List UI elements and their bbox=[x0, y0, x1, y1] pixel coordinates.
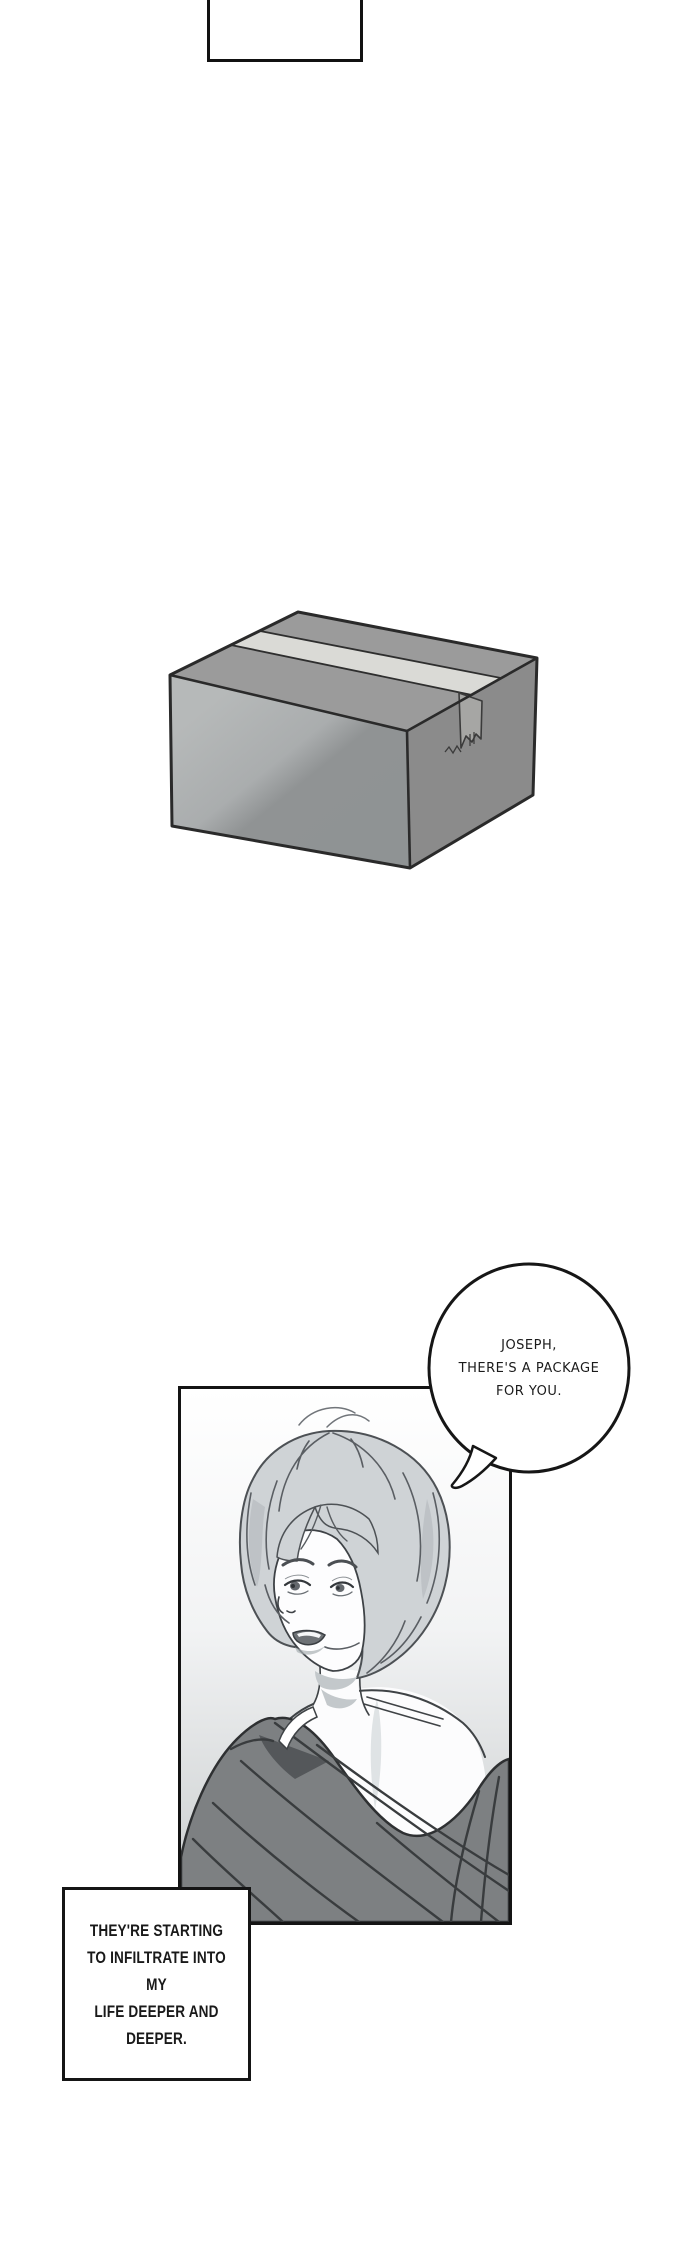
speech-bubble bbox=[425, 1260, 637, 1496]
narration-line: THEY'RE STARTING bbox=[89, 1920, 224, 1940]
bubble-line: FOR YOU. bbox=[496, 1384, 562, 1399]
pupil-left bbox=[291, 1584, 295, 1588]
narration-line: LIFE DEEPER AND DEEPER. bbox=[94, 2001, 219, 2048]
narration-box bbox=[62, 1887, 251, 2081]
narration-text bbox=[83, 1917, 229, 2052]
bubble-line: THERE'S A PACKAGE bbox=[458, 1361, 600, 1376]
pupil-right bbox=[336, 1586, 340, 1590]
top-panel-fragment bbox=[207, 0, 363, 62]
speech-bubble-text bbox=[425, 1334, 633, 1403]
package-box-illustration bbox=[160, 606, 540, 890]
bubble-line: JOSEPH, bbox=[501, 1338, 557, 1353]
narration-line: TO INFILTRATE INTO MY bbox=[87, 1947, 226, 1994]
